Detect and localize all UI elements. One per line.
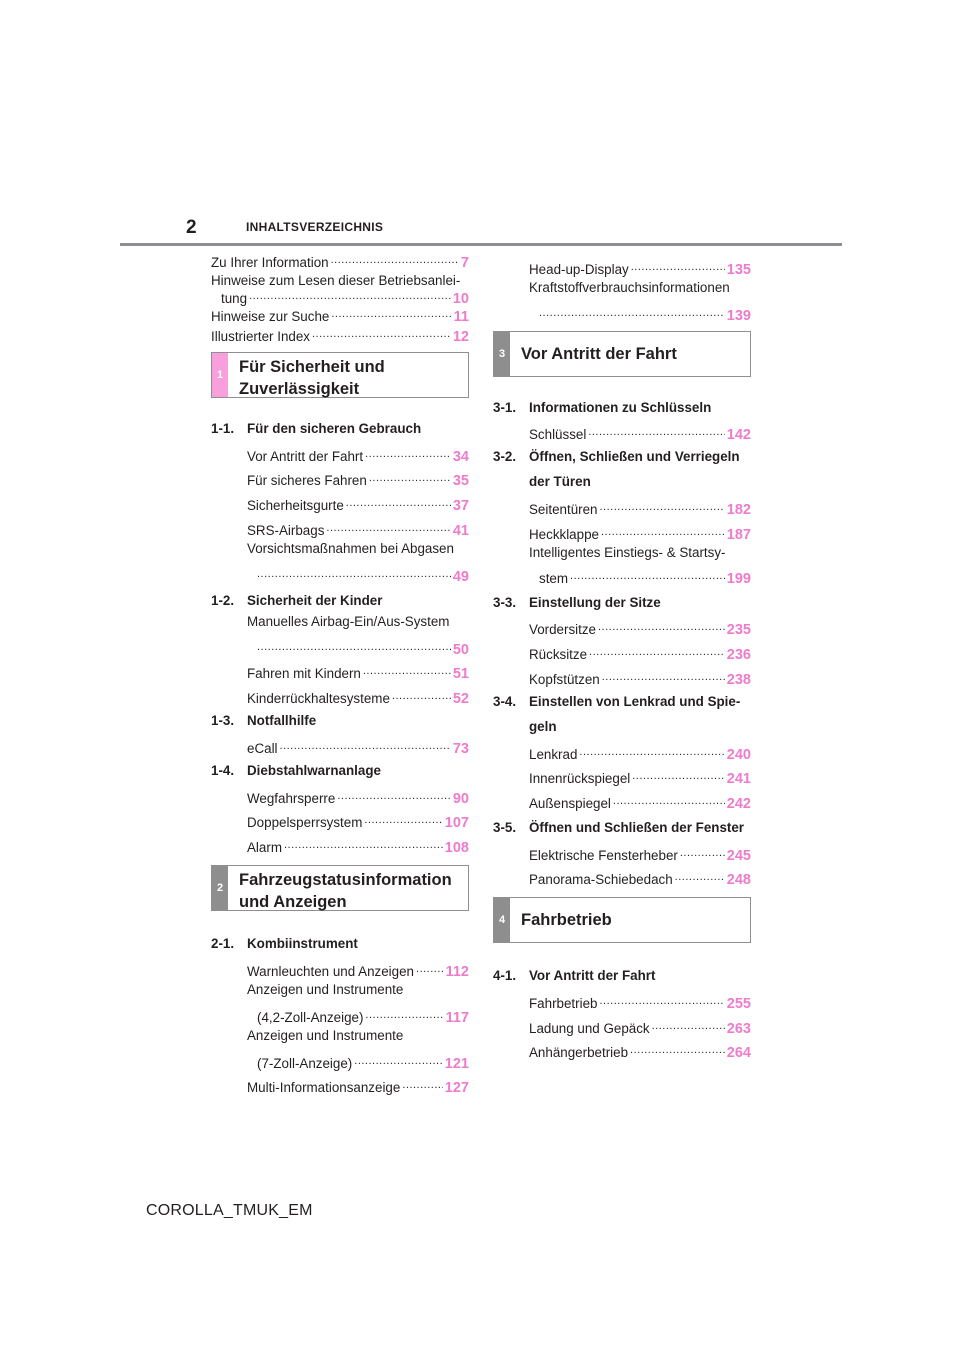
- page-ref: 142: [726, 427, 751, 444]
- toc-entry[interactable]: Illustrierter Index ..... 12: [211, 328, 469, 346]
- toc-entry[interactable]: Außenspiegel ..... 242: [493, 788, 751, 813]
- toc-entry[interactable]: Fahrbetrieb ..... 255: [493, 988, 751, 1013]
- chapter-title: Für Sicherheit und Zuverlässigkeit: [239, 358, 385, 398]
- page-ref: 35: [452, 473, 469, 490]
- toc-entry[interactable]: Doppelsperrsystem ..... 107: [211, 808, 469, 833]
- page-ref: 242: [726, 795, 751, 812]
- chapter-tab: 3: [494, 332, 510, 376]
- section-heading[interactable]: 3-3. Einstellung der Sitze: [493, 594, 661, 610]
- page-ref: 52: [452, 691, 469, 708]
- running-title: INHALTSVERZEICHNIS: [246, 220, 384, 234]
- chapter-2-heading[interactable]: [211, 865, 469, 911]
- toc-entry[interactable]: Alarm ..... 108: [211, 832, 469, 857]
- toc-entry[interactable]: Anhängerbetrieb ..... 264: [493, 1038, 751, 1063]
- section-heading[interactable]: 1-2. Sicherheit der Kinder: [211, 592, 383, 608]
- section-heading[interactable]: 3-5. Öffnen und Schließen der Fenster: [493, 819, 745, 835]
- document-code: COROLLA_TMUK_EM: [146, 1202, 313, 1219]
- page-ref: 248: [726, 872, 751, 889]
- chapter-4-heading[interactable]: [493, 897, 751, 943]
- page-ref: 50: [452, 641, 469, 658]
- section-heading[interactable]: 3-4. Einstellen von Lenkrad und Spie- geln: [493, 693, 741, 734]
- page-ref: 241: [726, 771, 751, 788]
- page-ref: 11: [453, 309, 469, 325]
- chapter-title: Fahrbetrieb: [521, 911, 612, 930]
- toc-entry[interactable]: Zu Ihrer Information ..... 7: [211, 254, 469, 272]
- toc-entry[interactable]: Anzeigen und Instrumente (4,2-Zoll-Anzeige) ..... 117: [211, 981, 469, 1027]
- toc-entry[interactable]: Wegfahrsperre ..... 90: [211, 783, 469, 808]
- page-ref: 264: [726, 1045, 751, 1062]
- chapter-1-heading[interactable]: [211, 352, 469, 398]
- page-ref: 73: [452, 740, 469, 757]
- toc-entry[interactable]: Schlüssel ..... 142: [493, 420, 751, 445]
- page-ref: 34: [452, 448, 469, 465]
- page-ref: 7: [460, 255, 469, 271]
- toc-entry[interactable]: Für sicheres Fahren ..... 35: [211, 466, 469, 491]
- toc-entry[interactable]: Warnleuchten und Anzeigen ..... 112: [211, 956, 469, 981]
- chapter-title: Vor Antritt der Fahrt: [521, 344, 677, 363]
- page-ref: 139: [726, 307, 751, 324]
- section-heading[interactable]: 3-1. Informationen zu Schlüsseln: [493, 399, 712, 415]
- page-ref: 199: [726, 570, 751, 587]
- toc-entry[interactable]: Panorama-Schiebedach ..... 248: [493, 865, 751, 890]
- toc-entry[interactable]: eCall ..... 73: [211, 733, 469, 758]
- page-ref: 37: [452, 498, 469, 515]
- chapter-tab: 4: [494, 898, 510, 942]
- page-ref: 49: [452, 568, 469, 585]
- page-ref: 90: [452, 790, 469, 807]
- page-ref: 117: [445, 1009, 469, 1026]
- section-heading[interactable]: 1-4. Diebstahlwarnanlage: [211, 762, 381, 778]
- toc-entry[interactable]: Ladung und Gepäck ..... 263: [493, 1013, 751, 1038]
- toc-entry[interactable]: Lenkrad ..... 240: [493, 739, 751, 764]
- toc-entry[interactable]: Fahren mit Kindern ..... 51: [211, 659, 469, 684]
- toc-entry[interactable]: Hinweise zur Suche ..... 11: [211, 308, 469, 326]
- page-ref: 235: [726, 622, 751, 639]
- toc-entry[interactable]: Kopfstützen ..... 238: [493, 664, 751, 689]
- page-ref: 236: [726, 647, 751, 664]
- chapter-tab: 2: [212, 866, 228, 910]
- toc-entry[interactable]: Anzeigen und Instrumente (7-Zoll-Anzeige) ..... 121: [211, 1027, 469, 1073]
- toc-entry[interactable]: Vor Antritt der Fahrt ..... 34: [211, 441, 469, 466]
- chapter-3-heading[interactable]: [493, 331, 751, 377]
- toc-entry[interactable]: Multi-Informationsanzeige ..... 127: [211, 1073, 469, 1098]
- toc-entry[interactable]: Rücksitze ..... 236: [493, 639, 751, 664]
- toc-entry[interactable]: Heckklappe ..... 187: [493, 519, 751, 544]
- toc-column-left: [211, 254, 469, 1097]
- page-ref: 121: [444, 1055, 469, 1072]
- page-ref: 12: [452, 329, 469, 345]
- section-heading[interactable]: 1-3. Notfallhilfe: [211, 713, 317, 729]
- page-ref: 112: [445, 963, 469, 980]
- toc-entry[interactable]: Kinderrückhaltesysteme ..... 52: [211, 683, 469, 708]
- header-rule: [120, 243, 842, 246]
- toc-entry[interactable]: Head-up-Display ..... 135: [493, 254, 751, 279]
- section-heading[interactable]: 3-2. Öffnen, Schließen und Verriegeln der Türen: [493, 449, 740, 490]
- page-ref: 51: [452, 666, 469, 683]
- toc-entry[interactable]: Elektrische Fensterheber ..... 245: [493, 840, 751, 865]
- page-ref: 10: [452, 291, 469, 307]
- page-ref: 41: [452, 522, 469, 539]
- toc-entry[interactable]: Seitentüren ..... 182: [493, 494, 751, 519]
- section-heading[interactable]: 4-1. Vor Antritt der Fahrt: [493, 968, 656, 984]
- toc-entry[interactable]: Hinweise zum Lesen dieser Betriebsanlei- tung ..... 10: [211, 272, 469, 308]
- page-ref: 238: [726, 671, 751, 688]
- toc-entry[interactable]: Manuelles Airbag-Ein/Aus-System ..... 50: [211, 613, 469, 659]
- toc-entry[interactable]: Intelligentes Einstiegs- & Startsy- stem ..... 199: [493, 544, 751, 588]
- page-ref: 240: [726, 746, 751, 763]
- toc-column-right: [493, 254, 751, 1062]
- toc-entry[interactable]: Vordersitze ..... 235: [493, 615, 751, 640]
- chapter-title: Fahrzeugstatusinformation und Anzeigen: [239, 870, 452, 911]
- page-ref: 182: [726, 502, 751, 519]
- page-ref: 245: [726, 847, 751, 864]
- toc-entry[interactable]: Kraftstoffverbrauchsinformationen ..... 139: [493, 279, 751, 325]
- chapter-tab: 1: [212, 353, 228, 397]
- toc-entry[interactable]: SRS-Airbags ..... 41: [211, 515, 469, 540]
- section-heading[interactable]: 1-1. Für den sicheren Gebrauch: [211, 421, 422, 436]
- page-ref: 108: [444, 839, 469, 856]
- toc-entry[interactable]: Vorsichtsmaßnahmen bei Abgasen ..... 49: [211, 540, 469, 586]
- page-ref: 127: [444, 1080, 469, 1097]
- section-heading[interactable]: 2-1. Kombiinstrument: [211, 935, 358, 951]
- page-ref: 107: [444, 815, 469, 832]
- page-ref: 135: [726, 261, 751, 278]
- toc-entry[interactable]: Sicherheitsgurte ..... 37: [211, 490, 469, 515]
- toc-entry[interactable]: Innenrückspiegel ..... 241: [493, 764, 751, 789]
- page-ref: 255: [726, 995, 751, 1012]
- page-ref: 263: [726, 1020, 751, 1037]
- page-number: 2: [186, 217, 197, 238]
- page-ref: 187: [726, 526, 751, 543]
